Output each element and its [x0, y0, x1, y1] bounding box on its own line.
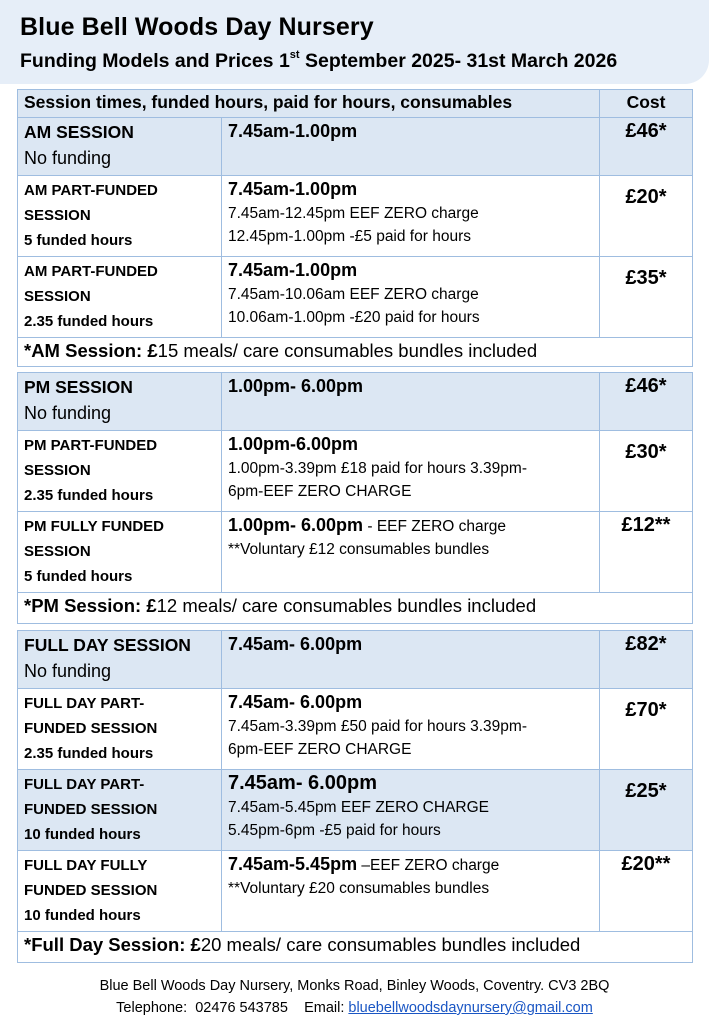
table-row — [18, 512, 693, 593]
session-time-cell: 7.45am-1.00pm 7.45am-10.06am EEF ZERO charge 10.06am-1.00pm -£20 paid for hours — [222, 257, 600, 338]
session-name-cell: FULL DAY PART- FUNDED SESSION 2.35 funded hours — [18, 689, 222, 770]
table-header-row — [18, 90, 693, 118]
session-name-cell: AM PART-FUNDED SESSION 2.35 funded hours — [18, 257, 222, 338]
table-row — [18, 631, 693, 689]
session-cost: £46* — [600, 373, 693, 431]
table-row — [18, 118, 693, 176]
session-name-cell: AM PART-FUNDED SESSION 5 funded hours — [18, 176, 222, 257]
session-time-cell: 7.45am-5.45pm –EEF ZERO charge **Voluntary £20 consumables bundles — [222, 851, 600, 932]
session-name-cell: FULL DAY PART- FUNDED SESSION 10 funded hours — [18, 770, 222, 851]
table-row — [18, 770, 693, 851]
telephone-number: 02476 543785 — [195, 1000, 288, 1016]
footer-contact: Telephone: 02476 543785 Email: bluebellwoodsdaynursery@gmail.com — [116, 1000, 593, 1016]
session-cost: £20** — [600, 851, 693, 932]
session-cost: £35* — [600, 257, 693, 338]
session-time-cell: 1.00pm-6.00pm 1.00pm-3.39pm £18 paid for hours 3.39pm- 6pm-EEF ZERO CHARGE — [222, 431, 600, 512]
session-cost: £25* — [600, 770, 693, 851]
table-row — [18, 257, 693, 338]
am-session-table — [17, 89, 693, 367]
table-note-row — [18, 338, 693, 367]
table-note-row — [18, 593, 693, 624]
session-cost: £82* — [600, 631, 693, 689]
page-subtitle: Funding Models and Prices 1st September 2025- 31st March 2026 — [20, 49, 618, 72]
email-link[interactable]: bluebellwoodsdaynursery@gmail.com — [348, 1000, 593, 1016]
session-time-cell: 7.45am- 6.00pm 7.45am-5.45pm EEF ZERO CHARGE 5.45pm-6pm -£5 paid for hours — [222, 770, 600, 851]
session-cost: £20* — [600, 176, 693, 257]
table-row — [18, 851, 693, 932]
session-name-cell: PM SESSION No funding — [18, 373, 222, 431]
session-time-cell: 7.45am- 6.00pm 7.45am-3.39pm £50 paid for hours 3.39pm- 6pm-EEF ZERO CHARGE — [222, 689, 600, 770]
session-name-cell: FULL DAY SESSION No funding — [18, 631, 222, 689]
footer-address: Blue Bell Woods Day Nursery, Monks Road, Binley Woods, Coventry. CV3 2BQ — [99, 978, 610, 994]
table-header-cost: Cost — [600, 90, 693, 118]
session-cost: £30* — [600, 431, 693, 512]
page-title: Blue Bell Woods Day Nursery — [20, 13, 374, 41]
session-name-cell: PM FULLY FUNDED SESSION 5 funded hours — [18, 512, 222, 593]
session-cost: £12** — [600, 512, 693, 593]
header-banner — [0, 0, 709, 84]
table-row — [18, 373, 693, 431]
full-day-session-note: *Full Day Session: £20 meals/ care consumables bundles included — [18, 932, 693, 963]
session-time-cell: 7.45am-1.00pm 7.45am-12.45pm EEF ZERO charge 12.45pm-1.00pm -£5 paid for hours — [222, 176, 600, 257]
session-name-cell: AM SESSION No funding — [18, 118, 222, 176]
table-row — [18, 176, 693, 257]
session-name-cell: PM PART-FUNDED SESSION 2.35 funded hours — [18, 431, 222, 512]
pm-session-table — [17, 372, 693, 624]
session-time-cell: 7.45am-1.00pm — [222, 118, 600, 176]
table-note-row — [18, 932, 693, 963]
session-name-cell: FULL DAY FULLY FUNDED SESSION 10 funded hours — [18, 851, 222, 932]
pm-session-note: *PM Session: £12 meals/ care consumables bundles included — [18, 593, 693, 624]
table-row — [18, 689, 693, 770]
table-row — [18, 431, 693, 512]
session-time-cell: 7.45am- 6.00pm — [222, 631, 600, 689]
am-session-note: *AM Session: £15 meals/ care consumables bundles included — [18, 338, 693, 367]
table-header-description: Session times, funded hours, paid for hours, consumables — [18, 90, 600, 118]
session-time-cell: 1.00pm- 6.00pm — [222, 373, 600, 431]
session-cost: £46* — [600, 118, 693, 176]
full-day-session-table — [17, 630, 693, 963]
session-time-cell: 1.00pm- 6.00pm - EEF ZERO charge **Voluntary £12 consumables bundles — [222, 512, 600, 593]
session-cost: £70* — [600, 689, 693, 770]
